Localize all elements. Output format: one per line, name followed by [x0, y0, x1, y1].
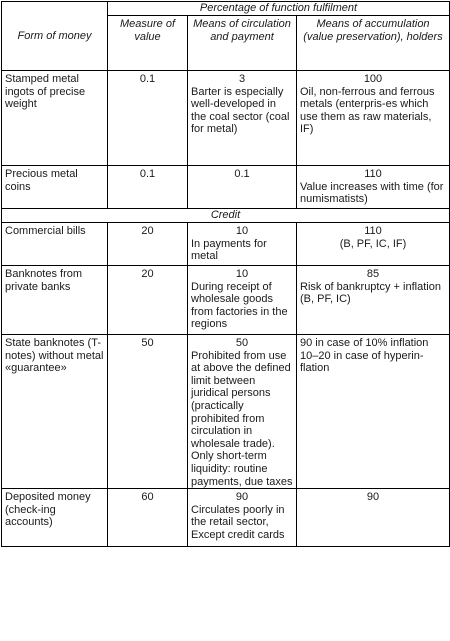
circulation-value: 10: [235, 268, 249, 280]
header-means-of-circulation: Means of circulation and payment: [188, 16, 297, 71]
header-measure-of-value: Measure of value: [108, 16, 188, 71]
table-row: [2, 166, 450, 209]
measure-value-cell: 60: [108, 489, 188, 547]
circulation-note: Circulates poorly in the retail sector, Except credit cards: [191, 503, 285, 541]
document-page: [0, 1, 450, 641]
row-form-cell: Precious metal coins: [2, 166, 108, 209]
accumulation-value: 90: [366, 491, 380, 504]
circulation-note: Prohibited from use at above the defined limit between juridical persons (practically prohibited from circulation in wholesale trade). Only short-term liquidity: routine payments, due taxes: [191, 349, 293, 488]
accumulation-cell: [297, 223, 450, 266]
table-row: [2, 335, 450, 489]
accumulation-note: Oil, non-ferrous and ferrous metals (enterpris-es which use them as raw materials, IF): [300, 85, 435, 136]
circulation-cell: [188, 266, 297, 335]
row-form-cell: State banknotes (T-notes) without metal «guarantee»: [2, 335, 108, 489]
table-row: [2, 266, 450, 335]
circulation-value: 0.1: [234, 168, 250, 180]
accumulation-note: Value increases with time (for numismatists): [300, 180, 444, 206]
circulation-cell: [188, 223, 297, 266]
circulation-value: 3: [238, 73, 246, 85]
circulation-cell: [188, 166, 297, 209]
circulation-value: 50: [235, 337, 249, 349]
measure-value-cell: 20: [108, 266, 188, 335]
section-row-credit: [2, 209, 450, 223]
accumulation-cell: [297, 266, 450, 335]
measure-value-cell: 0.1: [108, 166, 188, 209]
accumulation-note: 90 in case of 10% inflation 10–20 in case of hyperin-flation: [300, 337, 429, 375]
table-row: [2, 489, 450, 547]
accumulation-value: 110: [364, 168, 382, 180]
header-means-of-accumulation: Means of accumulation (value preservation), holders: [297, 16, 450, 71]
header-form-of-money: Form of money: [2, 2, 108, 71]
table-row: [2, 223, 450, 266]
accumulation-cell: [297, 335, 450, 489]
measure-value-cell: 0.1: [108, 71, 188, 166]
accumulation-value: 110: [364, 225, 382, 237]
circulation-value: 90: [235, 491, 249, 504]
accumulation-value: 85: [366, 268, 380, 280]
row-form-cell: Stamped metal ingots of precise weight: [2, 71, 108, 166]
circulation-note: Barter is especially well-developed in the coal sector (coal for metal): [191, 85, 290, 136]
row-form-cell: Deposited money (check-ing accounts): [2, 489, 108, 547]
circulation-cell: [188, 335, 297, 489]
accumulation-note: Risk of bankruptcy + inflation (B, PF, IC): [300, 280, 441, 306]
row-form-cell: Banknotes from private banks: [2, 266, 108, 335]
section-credit-label: Credit: [2, 209, 450, 223]
header-group-percentage: Percentage of function fulfilment: [108, 2, 450, 16]
table-row: [2, 71, 450, 166]
circulation-value: 10: [235, 225, 249, 237]
measure-value-cell: 20: [108, 223, 188, 266]
accumulation-cell: [297, 71, 450, 166]
accumulation-note: (B, PF, IC, IF): [339, 237, 407, 250]
circulation-cell: [188, 71, 297, 166]
accumulation-cell: [297, 489, 450, 547]
accumulation-cell: [297, 166, 450, 209]
accumulation-value: 100: [363, 73, 383, 85]
header-row-top: [2, 2, 450, 16]
row-form-cell: Commercial bills: [2, 223, 108, 266]
measure-value-cell: 50: [108, 335, 188, 489]
circulation-note: In payments for metal: [191, 237, 267, 263]
circulation-note: During receipt of wholesale goods from factories in the regions: [191, 280, 288, 331]
money-functions-table: [1, 1, 450, 547]
circulation-cell: [188, 489, 297, 547]
